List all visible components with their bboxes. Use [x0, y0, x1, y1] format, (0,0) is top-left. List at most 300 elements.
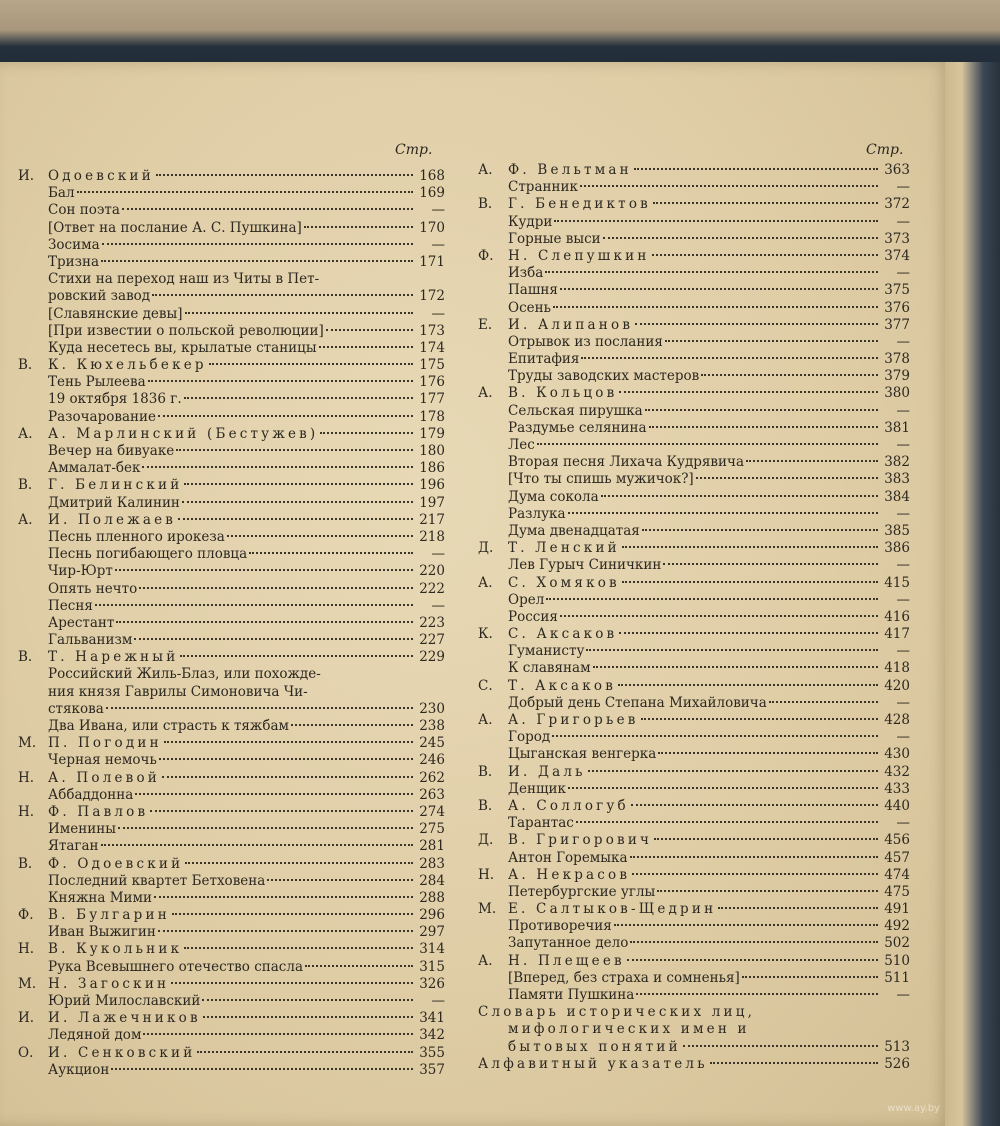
dot-leader — [326, 329, 413, 331]
author-name: И. Сенковский — [48, 1044, 196, 1061]
toc-entry — [478, 695, 910, 712]
author-initial: Н. — [18, 941, 35, 958]
author-initial: К. — [478, 626, 493, 643]
toc-entry — [478, 162, 910, 179]
page-number: 197 — [419, 494, 445, 511]
toc-entry — [18, 701, 445, 718]
page-number: 176 — [419, 374, 445, 391]
dot-leader — [304, 226, 413, 228]
page-number: 433 — [884, 780, 910, 797]
author-name: А. Григорьев — [508, 712, 639, 728]
page-number: 386 — [884, 540, 910, 557]
work-title: Куда несетесь вы, крылатые станицы — [48, 339, 317, 356]
toc-entry — [478, 506, 910, 523]
work-title: Добрый день Степана Михайловича — [508, 694, 767, 711]
work-title: Вечер на бивуаке — [48, 443, 175, 459]
dot-leader — [635, 323, 878, 325]
author-initial: Н. — [18, 803, 35, 820]
author-initial: А. — [18, 511, 33, 528]
dot-leader — [742, 976, 878, 978]
work-title: Раздумье селянина — [508, 419, 647, 436]
toc-entry — [478, 317, 910, 334]
dot-leader — [185, 312, 413, 314]
author-name: Т. Аксаков — [508, 677, 617, 694]
toc-entry — [18, 185, 445, 202]
work-title: Последний квартет Бетховена — [48, 872, 266, 889]
page-number: 341 — [419, 1010, 445, 1027]
page-number: 417 — [884, 626, 910, 643]
author-name: Г. Бенедиктов — [508, 196, 651, 213]
toc-entry — [18, 821, 445, 838]
author-name: В. Кукольник — [48, 941, 183, 958]
dot-leader — [122, 208, 413, 210]
book-edge — [945, 62, 1000, 1126]
dot-leader — [701, 374, 878, 376]
work-title: ровский завод — [48, 288, 151, 305]
work-title: Противоречия — [508, 918, 612, 935]
toc-entry — [478, 1056, 910, 1073]
dot-leader — [197, 1051, 413, 1053]
page-number: 373 — [884, 230, 910, 247]
work-title: [Вперед, без страха и сомненья] — [508, 969, 740, 986]
author-name: К. Кюхельбекер — [48, 357, 207, 374]
toc-entry — [478, 248, 910, 265]
work-title: Ледяной дом — [48, 1027, 142, 1044]
page-number: 380 — [884, 385, 910, 402]
toc-entry — [478, 523, 910, 540]
toc-entry — [18, 426, 445, 443]
dot-leader — [636, 993, 878, 995]
author-initial: А. — [478, 574, 493, 591]
dot-leader — [227, 535, 413, 537]
toc-entry — [478, 575, 910, 592]
page-number: 180 — [419, 443, 445, 459]
toc-entry — [478, 867, 910, 884]
toc-entry — [478, 437, 910, 454]
toc-entry — [18, 959, 445, 976]
dot-leader — [601, 495, 878, 497]
page-number: 171 — [419, 253, 445, 270]
toc-entry — [18, 288, 445, 305]
dot-leader — [115, 569, 413, 571]
section-title: Словарь исторических лиц, — [478, 1004, 756, 1021]
dot-leader — [148, 380, 413, 382]
author-initial: В. — [478, 763, 493, 780]
page-number: 355 — [419, 1044, 445, 1061]
dot-leader — [106, 707, 413, 709]
work-title: Ятаган — [48, 838, 99, 855]
dot-leader — [158, 415, 413, 417]
author-initial: В. — [478, 797, 493, 814]
page-number: 186 — [419, 460, 445, 477]
dot-leader — [718, 907, 878, 909]
dot-leader — [645, 409, 878, 411]
toc-entry — [478, 179, 910, 196]
work-title: Именины — [48, 821, 117, 838]
page-number: 263 — [419, 786, 445, 803]
work-title: Разочарование — [48, 408, 156, 425]
work-title: Рука Всевышнего отечество спасла — [48, 958, 303, 975]
dot-leader — [111, 1068, 413, 1070]
author-initial: С. — [478, 677, 493, 694]
work-title: Песнь пленного ирокеза — [48, 528, 225, 545]
page-number: 474 — [884, 866, 910, 883]
dot-leader — [176, 449, 413, 451]
toc-entry — [478, 1004, 910, 1021]
page-number: 374 — [884, 247, 910, 264]
author-initial: В. — [478, 196, 493, 213]
toc-entry — [478, 540, 910, 557]
page-number: 381 — [884, 419, 910, 436]
page-number: 502 — [884, 935, 910, 952]
page-number: 283 — [419, 855, 445, 872]
dot-leader — [134, 638, 413, 640]
section-title: мифологических имен и — [508, 1021, 750, 1038]
toc-entry — [18, 581, 445, 598]
dot-leader — [653, 202, 878, 204]
author-initial: Ф. — [478, 247, 494, 264]
dot-leader — [142, 466, 413, 468]
work-title: Пашня — [508, 282, 558, 299]
work-title: Черная немочь — [48, 752, 157, 769]
author-initial: А. — [478, 385, 493, 402]
work-title: Тень Рылеева — [48, 374, 146, 391]
toc-entry — [18, 924, 445, 941]
toc-entry — [18, 477, 445, 494]
dot-leader — [652, 254, 878, 256]
toc-entry — [18, 512, 445, 529]
toc-entry — [478, 214, 910, 231]
work-title: Денщик — [508, 780, 566, 797]
work-title: Аббаддонна — [48, 786, 134, 803]
toc-entry — [478, 231, 910, 248]
dot-leader — [154, 896, 413, 898]
work-title: Чир-Юрт — [48, 563, 113, 580]
toc-entry — [478, 987, 910, 1004]
toc-entry — [18, 615, 445, 632]
dot-leader — [159, 758, 413, 760]
toc-entry — [478, 660, 910, 677]
page-number: — — [431, 305, 445, 322]
page-number: 223 — [419, 614, 445, 631]
toc-entry — [18, 941, 445, 958]
dot-leader — [568, 787, 878, 789]
dot-leader — [710, 1062, 878, 1064]
work-title: Стихи на переход наш из Читы в Пет- — [48, 271, 320, 288]
page-number: — — [896, 402, 910, 419]
author-name: В. Булгарин — [48, 907, 170, 924]
page-number: 432 — [884, 763, 910, 780]
author-initial: В. — [18, 855, 33, 872]
author-initial: А. — [478, 712, 493, 728]
page-number: — — [896, 729, 910, 746]
dot-leader — [102, 243, 413, 245]
dot-leader — [545, 271, 878, 273]
toc-entry — [18, 357, 445, 374]
page-number: 218 — [419, 528, 445, 545]
page-column-label-right: Стр. — [866, 142, 904, 158]
toc-entry — [478, 678, 910, 695]
dot-leader — [152, 294, 413, 296]
author-name: И. Алипанов — [508, 316, 634, 333]
work-title: Цыганская венгерка — [508, 746, 657, 763]
page-number: 379 — [884, 368, 910, 385]
author-initial: Ф. — [18, 907, 34, 924]
author-name: А. Некрасов — [508, 866, 631, 883]
dot-leader — [171, 982, 413, 984]
toc-entry — [18, 838, 445, 855]
toc-entry — [478, 901, 910, 918]
toc-entry — [18, 993, 445, 1010]
work-title: Песнь погибающего пловца — [48, 546, 248, 563]
author-initial: И. — [18, 168, 35, 184]
dot-leader — [180, 655, 413, 657]
dot-leader — [622, 546, 878, 548]
author-initial: М. — [18, 975, 37, 992]
dot-leader — [552, 735, 878, 737]
page-number: — — [431, 202, 445, 219]
dot-leader — [101, 844, 413, 846]
page-number: 178 — [419, 408, 445, 425]
work-title: Орел — [508, 591, 545, 608]
toc-entry — [18, 220, 445, 237]
section-title: бытовых понятий — [508, 1038, 681, 1055]
dot-leader — [642, 529, 878, 531]
author-name: В. Кольцов — [508, 385, 618, 402]
toc-entry — [478, 643, 910, 660]
toc-entry — [18, 632, 445, 649]
dot-leader — [267, 879, 413, 881]
author-initial: А. — [18, 425, 33, 442]
dot-leader — [185, 862, 413, 864]
dot-leader — [178, 518, 413, 520]
work-title: Осень — [508, 299, 551, 316]
work-title: Сон поэта — [48, 202, 120, 219]
dot-leader — [305, 965, 413, 967]
toc-entry — [478, 815, 910, 832]
page-number: 440 — [884, 797, 910, 814]
page-number: 375 — [884, 282, 910, 299]
work-title: Зосима — [48, 236, 100, 253]
dot-leader — [593, 666, 878, 668]
toc-entry — [18, 770, 445, 787]
dot-leader — [619, 391, 878, 393]
author-initial: В. — [18, 477, 33, 494]
toc-entry — [18, 340, 445, 357]
author-initial: Д. — [478, 832, 494, 849]
dot-leader — [630, 856, 878, 858]
page-number: 230 — [419, 700, 445, 717]
page-number: 526 — [884, 1055, 910, 1072]
toc-entry — [18, 323, 445, 340]
page-number: 174 — [419, 339, 445, 356]
page-number: — — [896, 213, 910, 230]
page-number: — — [896, 179, 910, 196]
page-number: 342 — [419, 1027, 445, 1044]
toc-entry — [478, 265, 910, 282]
page-number: — — [896, 265, 910, 282]
work-title: Юрий Милославский — [48, 993, 201, 1009]
author-initial: М. — [478, 901, 497, 918]
toc-entry — [18, 873, 445, 890]
work-title: Запутанное дело — [508, 935, 629, 952]
toc-entry — [18, 890, 445, 907]
work-title: Сельская пирушка — [508, 402, 643, 419]
work-title: Арестант — [48, 614, 115, 631]
dot-leader — [588, 770, 878, 772]
work-title: Тарантас — [508, 815, 574, 832]
author-name: Г. Белинский — [48, 477, 183, 494]
work-title: Аукцион — [48, 1061, 110, 1078]
toc-entry — [18, 563, 445, 580]
toc-entry — [478, 282, 910, 299]
work-title: [Славянские девы] — [48, 305, 183, 322]
toc-entry — [18, 787, 445, 804]
page-number: 175 — [419, 357, 445, 374]
page-number: 418 — [884, 660, 910, 677]
work-title: Разлука — [508, 505, 566, 522]
dot-leader — [657, 890, 878, 892]
page-number: — — [431, 993, 445, 1009]
dot-leader — [568, 512, 878, 514]
work-title: Лес — [508, 437, 535, 453]
page-number: 238 — [419, 718, 445, 734]
toc-entry — [18, 546, 445, 563]
page-number: 173 — [419, 322, 445, 339]
toc-entry — [18, 460, 445, 477]
toc-entry — [18, 443, 445, 460]
dot-leader — [618, 684, 878, 686]
page-number: 510 — [884, 952, 910, 969]
work-title: Горные выси — [508, 230, 601, 247]
work-title: Дмитрий Калинин — [48, 494, 180, 511]
toc-entry — [18, 804, 445, 821]
toc-entry — [18, 752, 445, 769]
dot-leader — [560, 288, 878, 290]
dot-leader — [553, 306, 878, 308]
toc-entry — [478, 781, 910, 798]
work-title: [Ответ на послание А. С. Пушкина] — [48, 219, 302, 236]
toc-entry — [478, 764, 910, 781]
author-name: А. Марлинский (Бестужев) — [48, 425, 319, 442]
page-number: 288 — [419, 889, 445, 906]
page-number: — — [896, 591, 910, 608]
toc-entry — [18, 735, 445, 752]
work-title: Памяти Пушкина — [508, 987, 635, 1003]
author-initial: Н. — [18, 769, 35, 786]
dot-leader — [696, 477, 878, 479]
toc-entry — [18, 254, 445, 271]
dot-leader — [537, 443, 878, 445]
author-name: В. Григорович — [508, 832, 653, 849]
toc-entry — [18, 306, 445, 323]
author-initial: В. — [18, 649, 33, 666]
work-title: Изба — [508, 265, 544, 282]
dot-leader — [156, 174, 413, 176]
dot-leader — [663, 563, 878, 565]
toc-entry — [18, 649, 445, 666]
dot-leader — [649, 426, 878, 428]
dot-leader — [546, 598, 878, 600]
page-number: 315 — [419, 958, 445, 975]
dot-leader — [164, 741, 413, 743]
page-number: — — [431, 546, 445, 563]
dot-leader — [101, 260, 413, 262]
toc-entry — [478, 746, 910, 763]
toc-entry — [18, 1062, 445, 1079]
author-name: П. Погодин — [48, 735, 162, 752]
author-name: Т. Ленский — [508, 540, 620, 557]
dot-leader — [118, 827, 413, 829]
author-name: Н. Слепушкин — [508, 247, 650, 264]
page-number: 384 — [884, 488, 910, 505]
page-number: 372 — [884, 196, 910, 213]
page-number: 281 — [419, 838, 445, 855]
page-number: 416 — [884, 608, 910, 625]
work-title: Город — [508, 729, 551, 746]
page-number: 169 — [419, 185, 445, 202]
page-number: — — [896, 437, 910, 453]
toc-entry — [478, 712, 910, 729]
author-name: Е. Салтыков-Щедрин — [508, 901, 717, 918]
page-number: 284 — [419, 872, 445, 889]
toc-entry — [18, 684, 445, 701]
work-title: Россия — [508, 608, 558, 625]
dot-leader — [158, 930, 413, 932]
author-initial: О. — [18, 1044, 34, 1061]
work-title: стякова — [48, 700, 104, 717]
toc-entry — [478, 368, 910, 385]
page-number: 217 — [419, 511, 445, 528]
dot-leader — [630, 941, 878, 943]
toc-entry — [18, 598, 445, 615]
work-title: Вторая песня Лихача Кудрявича — [508, 454, 744, 471]
page-number: 382 — [884, 454, 910, 471]
dot-leader — [184, 483, 413, 485]
page-number: — — [896, 333, 910, 350]
page-number: 378 — [884, 351, 910, 368]
toc-entry — [478, 935, 910, 952]
dot-leader — [665, 340, 878, 342]
page-number: — — [431, 597, 445, 614]
toc-entry — [18, 495, 445, 512]
page-number: 511 — [884, 969, 910, 986]
toc-entry — [478, 351, 910, 368]
dot-leader — [746, 460, 878, 462]
toc-entry — [18, 271, 445, 288]
toc-entry — [478, 609, 910, 626]
dot-leader — [95, 604, 413, 606]
toc-entry — [478, 385, 910, 402]
author-initial: Е. — [478, 316, 493, 333]
work-title: Бал — [48, 185, 75, 202]
work-title: Российский Жиль-Блаз, или похожде- — [48, 666, 321, 683]
dot-leader — [641, 718, 878, 720]
page-number: 415 — [884, 574, 910, 591]
toc-entry — [478, 626, 910, 643]
dot-leader — [586, 649, 878, 651]
page-number: — — [896, 505, 910, 522]
work-title: Песня — [48, 597, 93, 614]
work-title: Иван Выжигин — [48, 924, 156, 941]
work-title: Опять нечто — [48, 580, 138, 597]
toc-entry — [478, 420, 910, 437]
dot-leader — [634, 168, 878, 170]
page-number: 376 — [884, 299, 910, 316]
dot-leader — [172, 913, 413, 915]
toc-entry — [478, 970, 910, 987]
dot-leader — [658, 752, 878, 754]
